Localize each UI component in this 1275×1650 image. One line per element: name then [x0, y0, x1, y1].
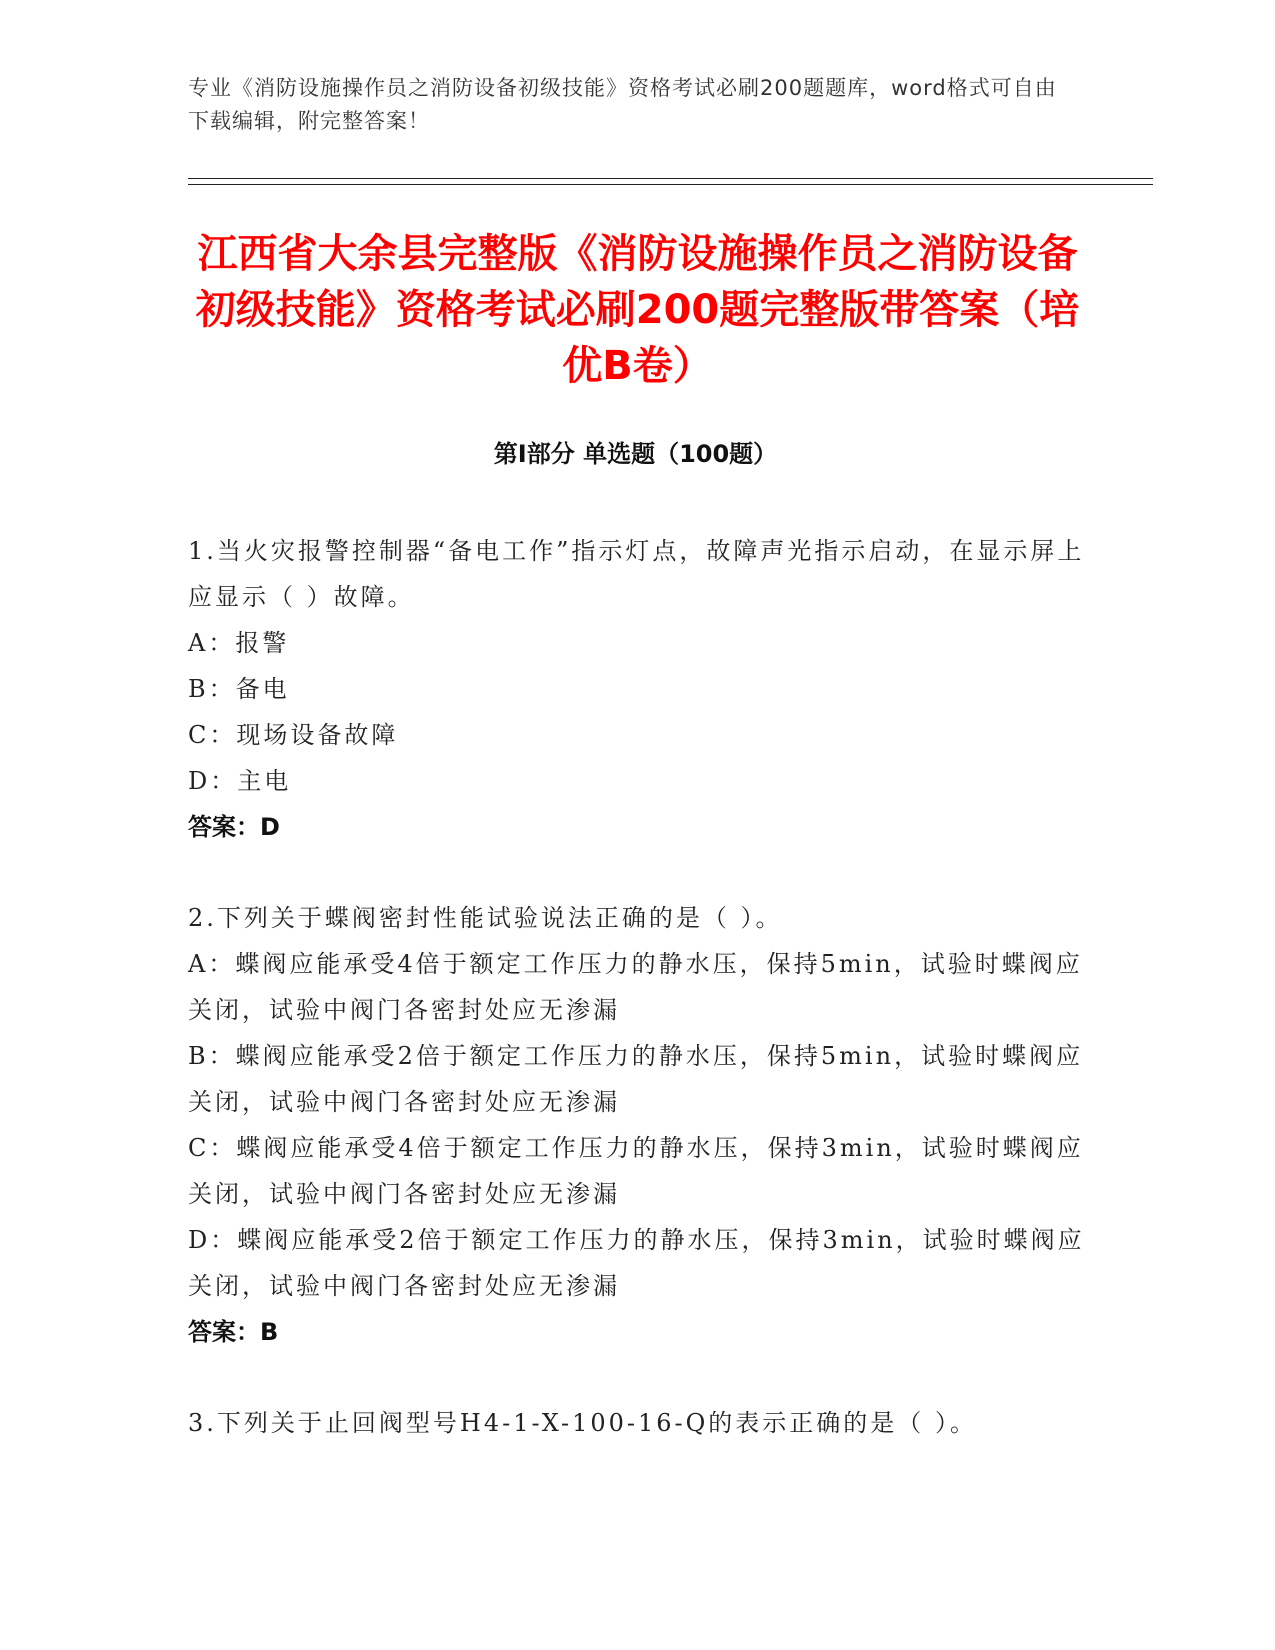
section-heading: 第I部分 单选题（100题） [493, 440, 778, 468]
header-divider-top [188, 178, 1153, 179]
option-b: B：蝶阀应能承受2倍于额定工作压力的静水压，保持5min，试验时蝶阀应关闭，试验中阀门各密封处应无渗漏 [188, 1042, 1084, 1116]
answer: 答案：D [188, 813, 280, 841]
option-d: D：主电 [188, 767, 292, 795]
question-stem: 1.当火灾报警控制器“备电工作”指示灯点，故障声光指示启动，在显示屏上应显示（ ）故障。 [188, 537, 1085, 611]
question-stem: 2.下列关于蝶阀密封性能试验说法正确的是（ ）。 [188, 904, 783, 932]
document-title: 江西省大余县完整版《消防设施操作员之消防设备初级技能》资格考试必刷200题完整版带答案（培优B卷） [195, 231, 1080, 389]
question-2 [188, 895, 1088, 1355]
option-b: B：备电 [188, 675, 290, 703]
option-d: D：蝶阀应能承受2倍于额定工作压力的静水压，保持3min，试验时蝶阀应关闭，试验中阀门各密封处应无渗漏 [188, 1226, 1085, 1300]
option-c: C：蝶阀应能承受4倍于额定工作压力的静水压，保持3min，试验时蝶阀应关闭，试验中阀门各密封处应无渗漏 [188, 1134, 1084, 1208]
header-note: 专业《消防设施操作员之消防设备初级技能》资格考试必刷200题题库，word格式可自由下载编辑，附完整答案！ [188, 76, 1057, 133]
answer: 答案：B [188, 1318, 279, 1346]
question-3 [188, 1400, 1088, 1446]
option-c: C：现场设备故障 [188, 721, 399, 749]
question-1 [188, 528, 1088, 850]
header-divider-bottom [188, 184, 1153, 185]
option-a: A：报警 [188, 629, 290, 657]
question-list [188, 528, 1088, 1491]
question-stem: 3.下列关于止回阀型号H4-1-X-100-16-Q的表示正确的是（ ）。 [188, 1409, 977, 1437]
option-a: A：蝶阀应能承受4倍于额定工作压力的静水压，保持5min，试验时蝶阀应关闭，试验中阀门各密封处应无渗漏 [188, 950, 1083, 1024]
